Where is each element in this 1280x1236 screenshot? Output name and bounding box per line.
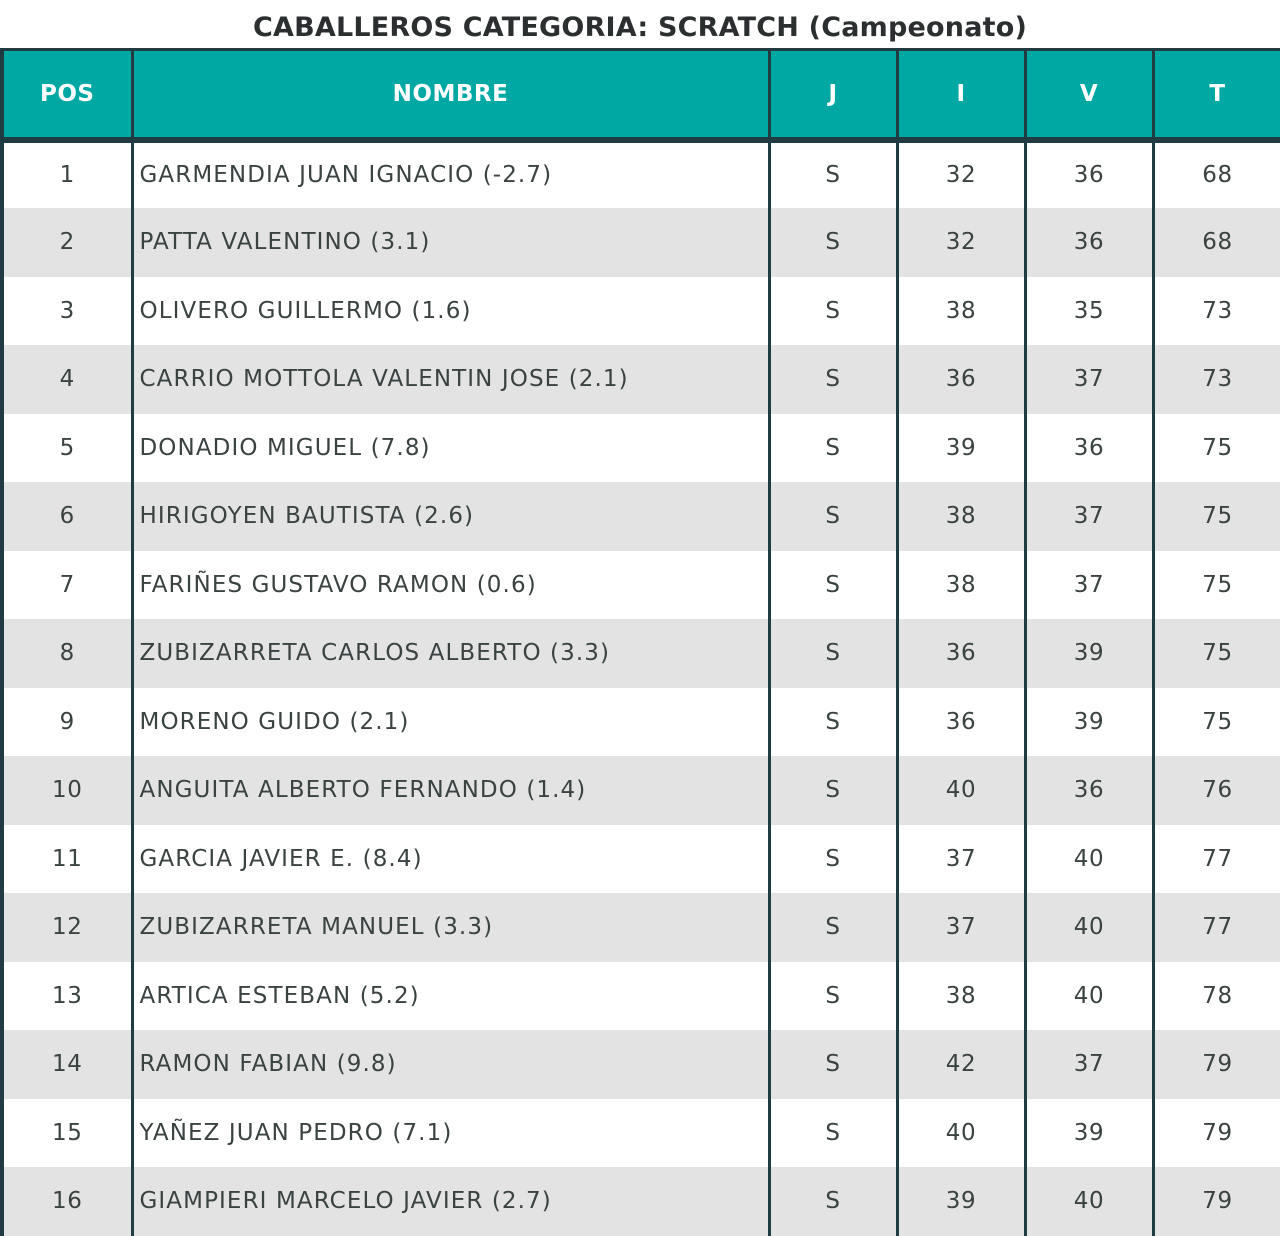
table-row: [2, 482, 1280, 551]
cell-i: 39: [897, 1167, 1025, 1236]
table-row: [2, 140, 1280, 209]
cell-name: CARRIO MOTTOLA VALENTIN JOSE (2.1): [132, 345, 769, 414]
cell-j: S: [769, 1167, 897, 1236]
cell-name: GARMENDIA JUAN IGNACIO (-2.7): [132, 140, 769, 209]
cell-v: 40: [1025, 962, 1153, 1031]
cell-pos: 1: [2, 140, 132, 209]
cell-v: 40: [1025, 1167, 1153, 1236]
cell-t: 75: [1153, 619, 1280, 688]
column-header-pos: POS: [2, 50, 132, 140]
cell-j: S: [769, 140, 897, 209]
cell-v: 40: [1025, 893, 1153, 962]
table-row: [2, 893, 1280, 962]
cell-i: 39: [897, 414, 1025, 483]
table-row: [2, 619, 1280, 688]
cell-pos: 10: [2, 756, 132, 825]
header-row: [2, 50, 1280, 140]
cell-t: 79: [1153, 1167, 1280, 1236]
cell-j: S: [769, 1099, 897, 1168]
cell-j: S: [769, 551, 897, 620]
table-row: [2, 1167, 1280, 1236]
cell-i: 37: [897, 893, 1025, 962]
cell-i: 36: [897, 688, 1025, 757]
table-row: [2, 414, 1280, 483]
table-row: [2, 756, 1280, 825]
cell-j: S: [769, 688, 897, 757]
cell-i: 32: [897, 208, 1025, 277]
cell-j: S: [769, 414, 897, 483]
cell-pos: 7: [2, 551, 132, 620]
cell-v: 35: [1025, 277, 1153, 346]
cell-v: 36: [1025, 140, 1153, 209]
table-row: [2, 345, 1280, 414]
cell-v: 37: [1025, 551, 1153, 620]
column-header-i: I: [897, 50, 1025, 140]
table-row: [2, 1030, 1280, 1099]
cell-name: OLIVERO GUILLERMO (1.6): [132, 277, 769, 346]
cell-t: 78: [1153, 962, 1280, 1031]
cell-name: GIAMPIERI MARCELO JAVIER (2.7): [132, 1167, 769, 1236]
cell-v: 39: [1025, 688, 1153, 757]
cell-v: 39: [1025, 619, 1153, 688]
table-row: [2, 962, 1280, 1031]
cell-t: 75: [1153, 414, 1280, 483]
cell-v: 37: [1025, 482, 1153, 551]
cell-v: 39: [1025, 1099, 1153, 1168]
cell-t: 73: [1153, 345, 1280, 414]
cell-j: S: [769, 1030, 897, 1099]
column-header-name: NOMBRE: [132, 50, 769, 140]
table-body: [2, 140, 1280, 1236]
cell-pos: 4: [2, 345, 132, 414]
cell-t: 75: [1153, 688, 1280, 757]
cell-name: ANGUITA ALBERTO FERNANDO (1.4): [132, 756, 769, 825]
cell-pos: 9: [2, 688, 132, 757]
cell-i: 38: [897, 551, 1025, 620]
column-header-v: V: [1025, 50, 1153, 140]
table-row: [2, 208, 1280, 277]
cell-t: 68: [1153, 140, 1280, 209]
cell-j: S: [769, 825, 897, 894]
cell-i: 38: [897, 482, 1025, 551]
column-header-j: J: [769, 50, 897, 140]
cell-name: MORENO GUIDO (2.1): [132, 688, 769, 757]
cell-v: 36: [1025, 756, 1153, 825]
cell-name: DONADIO MIGUEL (7.8): [132, 414, 769, 483]
table-row: [2, 688, 1280, 757]
cell-name: YAÑEZ JUAN PEDRO (7.1): [132, 1099, 769, 1168]
cell-t: 75: [1153, 551, 1280, 620]
table-row: [2, 825, 1280, 894]
cell-v: 36: [1025, 208, 1153, 277]
cell-t: 68: [1153, 208, 1280, 277]
cell-pos: 2: [2, 208, 132, 277]
cell-name: HIRIGOYEN BAUTISTA (2.6): [132, 482, 769, 551]
cell-t: 79: [1153, 1030, 1280, 1099]
cell-j: S: [769, 345, 897, 414]
cell-pos: 6: [2, 482, 132, 551]
cell-name: RAMON FABIAN (9.8): [132, 1030, 769, 1099]
cell-pos: 3: [2, 277, 132, 346]
cell-name: ARTICA ESTEBAN (5.2): [132, 962, 769, 1031]
cell-i: 38: [897, 277, 1025, 346]
cell-name: PATTA VALENTINO (3.1): [132, 208, 769, 277]
cell-j: S: [769, 277, 897, 346]
cell-v: 37: [1025, 1030, 1153, 1099]
cell-i: 37: [897, 825, 1025, 894]
cell-j: S: [769, 962, 897, 1031]
cell-t: 76: [1153, 756, 1280, 825]
column-header-t: T: [1153, 50, 1280, 140]
cell-i: 40: [897, 756, 1025, 825]
table-row: [2, 1099, 1280, 1168]
cell-j: S: [769, 619, 897, 688]
cell-pos: 13: [2, 962, 132, 1031]
cell-name: ZUBIZARRETA CARLOS ALBERTO (3.3): [132, 619, 769, 688]
cell-t: 79: [1153, 1099, 1280, 1168]
cell-v: 36: [1025, 414, 1153, 483]
cell-j: S: [769, 208, 897, 277]
cell-pos: 11: [2, 825, 132, 894]
cell-pos: 12: [2, 893, 132, 962]
cell-v: 40: [1025, 825, 1153, 894]
cell-i: 38: [897, 962, 1025, 1031]
cell-name: FARIÑES GUSTAVO RAMON (0.6): [132, 551, 769, 620]
cell-name: ZUBIZARRETA MANUEL (3.3): [132, 893, 769, 962]
cell-pos: 15: [2, 1099, 132, 1168]
cell-t: 75: [1153, 482, 1280, 551]
cell-i: 36: [897, 619, 1025, 688]
cell-t: 77: [1153, 893, 1280, 962]
cell-pos: 16: [2, 1167, 132, 1236]
cell-j: S: [769, 893, 897, 962]
cell-pos: 14: [2, 1030, 132, 1099]
cell-j: S: [769, 482, 897, 551]
cell-t: 77: [1153, 825, 1280, 894]
cell-v: 37: [1025, 345, 1153, 414]
page-title: CABALLEROS CATEGORIA: SCRATCH (Campeonato): [252, 12, 1028, 43]
cell-i: 42: [897, 1030, 1025, 1099]
table-header: [2, 50, 1280, 140]
cell-i: 40: [897, 1099, 1025, 1168]
cell-j: S: [769, 756, 897, 825]
results-table: [0, 48, 1280, 1236]
cell-i: 32: [897, 140, 1025, 209]
cell-pos: 8: [2, 619, 132, 688]
table-row: [2, 277, 1280, 346]
table-row: [2, 551, 1280, 620]
cell-pos: 5: [2, 414, 132, 483]
cell-t: 73: [1153, 277, 1280, 346]
cell-name: GARCIA JAVIER E. (8.4): [132, 825, 769, 894]
cell-i: 36: [897, 345, 1025, 414]
